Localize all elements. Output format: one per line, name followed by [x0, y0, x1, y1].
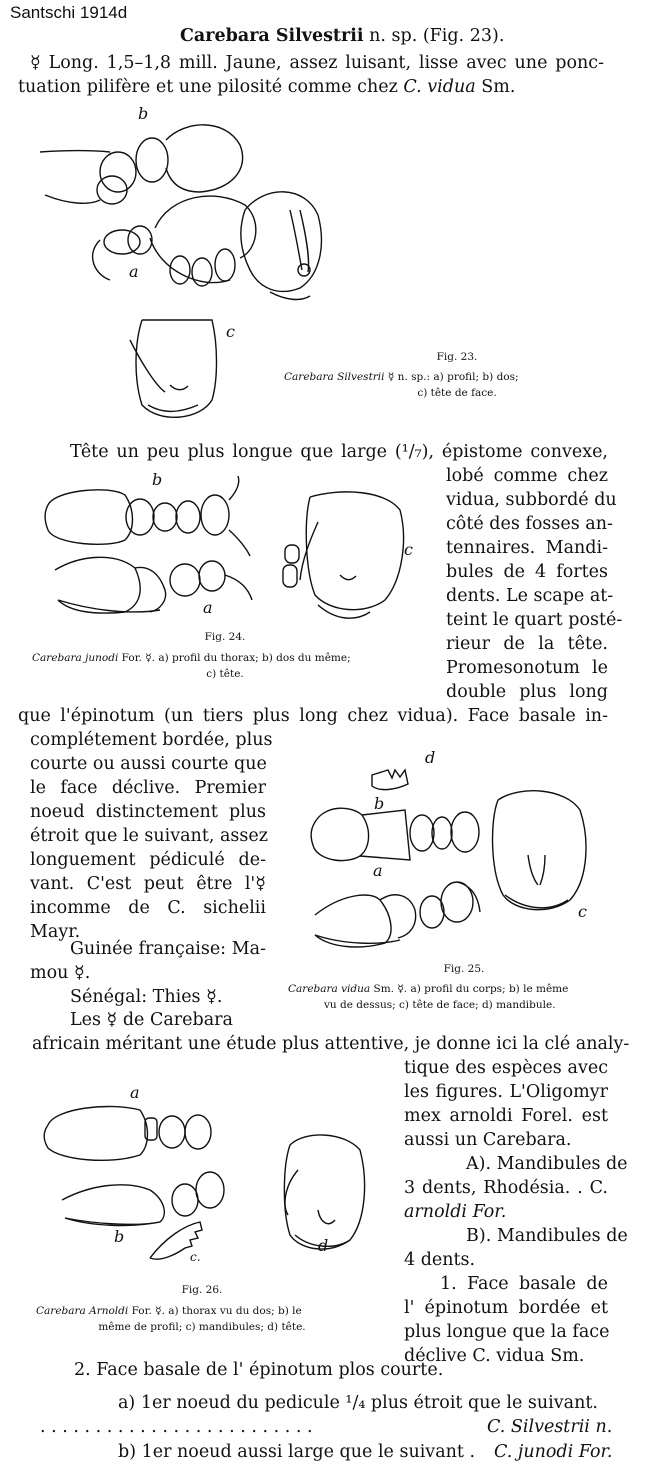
key-a-line3: arnoldi For.: [404, 1202, 507, 1222]
fig23-label-a: a: [129, 262, 139, 281]
para2-right-line: Promesonotum le: [446, 658, 608, 678]
para1-line1: ☿ Long. 1,5–1,8 mill. Jaune, assez luisant, lisse avec une ponc-: [30, 53, 604, 73]
fig26-caption-title: Fig. 26.: [181, 1284, 223, 1296]
fig26-caption-text: For. ☿. a) thorax vu du dos; b) le: [131, 1305, 302, 1317]
fig23-label-c: c: [226, 322, 235, 341]
fig24-caption-line2: c) tête.: [206, 668, 244, 680]
species-name: Carebara Silvestrii: [180, 26, 364, 46]
fig24-label-c: c: [404, 540, 413, 559]
para4-right-line: les figures. L'Oligomyr: [404, 1082, 608, 1102]
para2-line1: Tête un peu plus longue que large (¹/₇), épistome convexe,: [70, 442, 608, 462]
fig25-label-a: a: [373, 861, 383, 880]
para3-left-line: vant. C'est peut être l'☿: [30, 874, 266, 894]
fig24-caption-species: Carebara junodi: [32, 652, 119, 664]
key-1-line1: 1. Face basale de: [440, 1274, 608, 1294]
key-b-line2: 4 dents.: [404, 1250, 476, 1270]
para2-right-line: dents. Le scape at-: [446, 586, 614, 606]
fig26-label-b: b: [114, 1227, 125, 1246]
para3-left-line: le face déclive. Premier: [30, 778, 266, 798]
fig26-caption-line2: même de profil; c) mandibules; d) tête.: [98, 1321, 306, 1333]
para2-right-line: vidua, subbordé du: [446, 490, 617, 510]
fig23-caption-species: Carebara Silvestrii: [284, 371, 385, 383]
source-label: Santschi 1914d: [10, 3, 128, 22]
key-2a-line: a) 1er noeud du pedicule ¹/₄ plus étroit que le suivant.: [118, 1393, 598, 1413]
para4-right-line: mex arnoldi Forel. est: [404, 1106, 608, 1126]
para3-left-line: incomme de C. sichelii: [30, 898, 266, 918]
para1-line2-text: tuation pilifère et une pilosité comme chez: [18, 77, 398, 97]
para4-right-line: aussi un Carebara.: [404, 1130, 572, 1150]
para4-right-line: tique des espèces avec: [404, 1058, 608, 1078]
key-1-line2: l' épinotum bordée et: [404, 1298, 608, 1318]
locality-guinea-2: mou ☿.: [30, 963, 91, 983]
fig25-caption-title: Fig. 25.: [443, 963, 485, 975]
fig25-caption-species: Carebara vidua: [288, 983, 371, 995]
locality-senegal: Sénégal: Thies ☿.: [70, 987, 223, 1007]
fig24-caption-text: For. ☿. a) profil du thorax; b) dos du même;: [121, 652, 351, 664]
fig26-label-d: d: [318, 1236, 329, 1255]
fig25-label-c: c: [578, 902, 587, 921]
key-2b-name: C. junodi For.: [494, 1442, 613, 1462]
para2-line11: que l'épinotum (un tiers plus long chez vidua). Face basale in-: [18, 706, 608, 726]
para3-left-line: étroit que le suivant, assez: [30, 826, 268, 846]
fig24-label-b: b: [152, 470, 163, 489]
species-title-rest: n. sp. (Fig. 23).: [369, 26, 505, 46]
fig26-label-a: a: [130, 1083, 140, 1102]
fig23-label-b: b: [138, 104, 149, 123]
para1-line2-author: Sm.: [481, 77, 516, 97]
fig25-label-b: b: [374, 794, 385, 813]
fig25-caption-text: Sm. ☿. a) profil du corps; b) le même: [373, 983, 569, 995]
para2-right-line: lobé comme chez: [446, 466, 608, 486]
key-2a-name: C. Silvestrii n.: [487, 1417, 613, 1437]
fig23-caption-line2: c) tête de face.: [417, 387, 497, 399]
key-a-line2: 3 dents, Rhodésia. . C.: [404, 1178, 608, 1198]
para2-right-line: double plus long: [446, 682, 608, 702]
fig26-caption-line1: [36, 1304, 302, 1318]
para3-left-line: noeud distinctement plus: [30, 802, 266, 822]
locality-guinea-1: Guinée française: Ma-: [70, 939, 266, 959]
para2-right-line: bules de 4 fortes: [446, 562, 608, 582]
para3-full-line: africain méritant une étude plus attentive, je donne ici la clé analy-: [32, 1034, 630, 1054]
fig24-label-a: a: [203, 598, 213, 617]
para2-right-line: tennaires. Mandi-: [446, 538, 608, 558]
fig25-caption-line2: vu de dessus; c) tête de face; d) mandibule.: [324, 999, 556, 1011]
para3-les-line: Les ☿ de Carebara: [70, 1010, 233, 1030]
key-2b-line: b) 1er noeud aussi large que le suivant .: [118, 1442, 476, 1462]
key-2a-dots: . . . . . . . . . . . . . . . . . . . . . . . . .: [40, 1417, 313, 1437]
key-1-line4: déclive C. vidua Sm.: [404, 1346, 585, 1366]
para3-left-line: complétement bordée, plus: [30, 730, 273, 750]
fig26-caption-species: Carebara Arnoldi: [36, 1305, 129, 1317]
para2-right-line: teint le quart posté-: [446, 610, 623, 630]
key-b-line1: B). Mandibules de: [466, 1226, 628, 1246]
fig23-caption-title: Fig. 23.: [436, 351, 478, 363]
key-2-line: 2. Face basale de l' épinotum plos courte.: [74, 1360, 444, 1380]
para3-left-line: Mayr.: [30, 922, 81, 942]
key-a-line1: A). Mandibules de: [466, 1154, 628, 1174]
para3-left-line: courte ou aussi courte que: [30, 754, 267, 774]
fig24-caption-title: Fig. 24.: [204, 631, 246, 643]
key-1-line3: plus longue que la face: [404, 1322, 610, 1342]
para3-left-line: longuement pédiculé de-: [30, 850, 266, 870]
para2-right-line: rieur de la tête.: [446, 634, 608, 654]
para1-line2-species: C. vidua: [403, 77, 476, 97]
para2-right-line: côté des fosses an-: [446, 514, 613, 534]
fig26-label-c: c.: [190, 1250, 201, 1264]
fig25-label-d: d: [425, 748, 436, 767]
fig23-caption-text: ☿ n. sp.: a) profil; b) dos;: [387, 371, 519, 383]
